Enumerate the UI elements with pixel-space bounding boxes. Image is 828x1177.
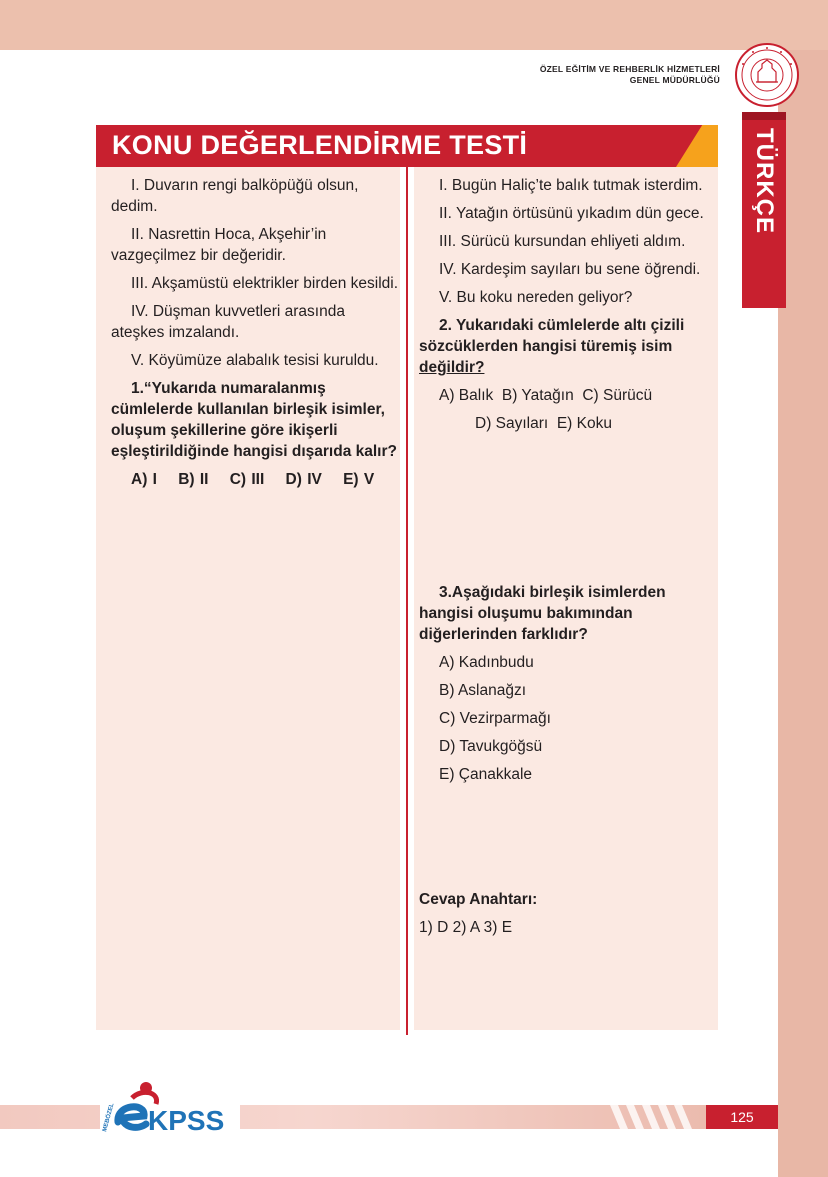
title-accent (676, 125, 718, 167)
option-b[interactable]: B) Yatağın (501, 387, 574, 404)
sentence-4 (111, 301, 401, 343)
option-e[interactable]: E) V (343, 471, 375, 488)
sentence-text: I. Duvarın rengi balköpüğü olsun, dedim. (111, 177, 359, 215)
question-2-text: 2. Yukarıdaki cümlelerde altı çizili sözcüklerden hangisi türemiş isim (419, 317, 685, 355)
sentence-text: II. Nasrettin Hoca, Akşehir’in vazgeçilmez bir değeridir. (111, 226, 327, 264)
option-b[interactable]: B) II (178, 471, 209, 488)
option-d[interactable]: D) Sayıları (475, 415, 549, 432)
ministry-line-1: ÖZEL EĞİTİM VE REHBERLİK HİZMETLERİ (539, 64, 720, 74)
sentence-5 (111, 350, 401, 371)
sentence-text: V. Köyümüze alabalık tesisi kuruldu. (131, 352, 379, 369)
ekpss-logo (60, 1082, 240, 1142)
question-3-option-d[interactable]: D) Tavukgöğsü (439, 738, 543, 755)
sentence-text: III. Akşamüstü elektrikler birden kesildi. (131, 275, 399, 292)
sentence-5 (419, 287, 714, 308)
subject-label: TÜRKÇE (751, 128, 778, 234)
sentence-1 (111, 175, 401, 217)
question-3-option-b[interactable]: B) Aslanağzı (439, 682, 527, 699)
ministry-line-2: GENEL MÜDÜRLÜĞÜ (629, 75, 720, 85)
option-c[interactable]: C) III (229, 471, 265, 488)
sentence-4 (419, 259, 714, 280)
sentence-text: III. Sürücü kursundan ehliyeti aldım. (439, 233, 686, 250)
column-divider (406, 167, 408, 1035)
sentence-3 (419, 231, 714, 252)
question-1 (111, 378, 401, 462)
sentence-text: V. Bu koku nereden geliyor? (439, 289, 633, 306)
question-3-text: 3.Aşağıdaki birleşik isimlerden hangisi oluşumu bakımından diğerlerinden farklıdır? (419, 584, 666, 643)
question-2 (419, 315, 714, 378)
page-number: 125 (706, 1105, 778, 1129)
ministry-seal-logo (734, 42, 800, 108)
sentence-2 (419, 203, 714, 224)
page-title: KONU DEĞERLENDİRME TESTİ (112, 130, 528, 160)
question-1-options (111, 469, 401, 490)
sentence-text: IV. Kardeşim sayıları bu sene öğrendi. (439, 261, 701, 278)
answer-key: 1) D 2) A 3) E (419, 919, 513, 936)
option-a[interactable]: A) Balık (439, 387, 494, 404)
question-2-options-row-2 (419, 413, 714, 434)
option-e[interactable]: E) Koku (556, 415, 612, 432)
sentence-2 (111, 224, 401, 266)
question-3-option-c[interactable]: C) Vezirparmağı (439, 710, 551, 727)
sentence-1 (419, 175, 714, 196)
ministry-header (540, 64, 720, 86)
sentence-text: IV. Düşman kuvvetleri arasında ateşkes imzalandı. (111, 303, 345, 341)
question-1-text: 1.“Yukarıda numaralanmış cümlelerde kullanılan birleşik isimler, oluşum şekillerine göre ikişerli eşleştirildiğinde hangisi dışarıda kalır? (111, 380, 397, 460)
right-column (419, 175, 714, 945)
sentence-3 (111, 273, 401, 294)
question-3-option-e[interactable]: E) Çanakkale (439, 766, 533, 783)
sentence-text: II. Yatağın örtüsünü yıkadım dün gece. (439, 205, 704, 222)
answer-key-title: Cevap Anahtarı: (419, 891, 538, 908)
question-2-options-row-1 (419, 385, 714, 406)
sentence-text: I. Bugün Haliç’te balık tutmak isterdim. (439, 177, 703, 194)
option-c[interactable]: C) Sürücü (582, 387, 653, 404)
option-a[interactable]: A) I (131, 471, 157, 488)
footer-stripes (600, 1105, 710, 1129)
left-column (111, 175, 401, 497)
question-3-option-a[interactable]: A) Kadınbudu (439, 654, 534, 671)
question-2-underlined: değildir? (419, 359, 485, 376)
option-d[interactable]: D) IV (285, 471, 322, 488)
top-band (0, 0, 828, 50)
svg-text:KPSS: KPSS (148, 1105, 225, 1136)
title-bar (96, 125, 718, 167)
svg-text:MEBÖZEL: MEBÖZEL (102, 1102, 116, 1133)
question-3 (419, 582, 714, 645)
